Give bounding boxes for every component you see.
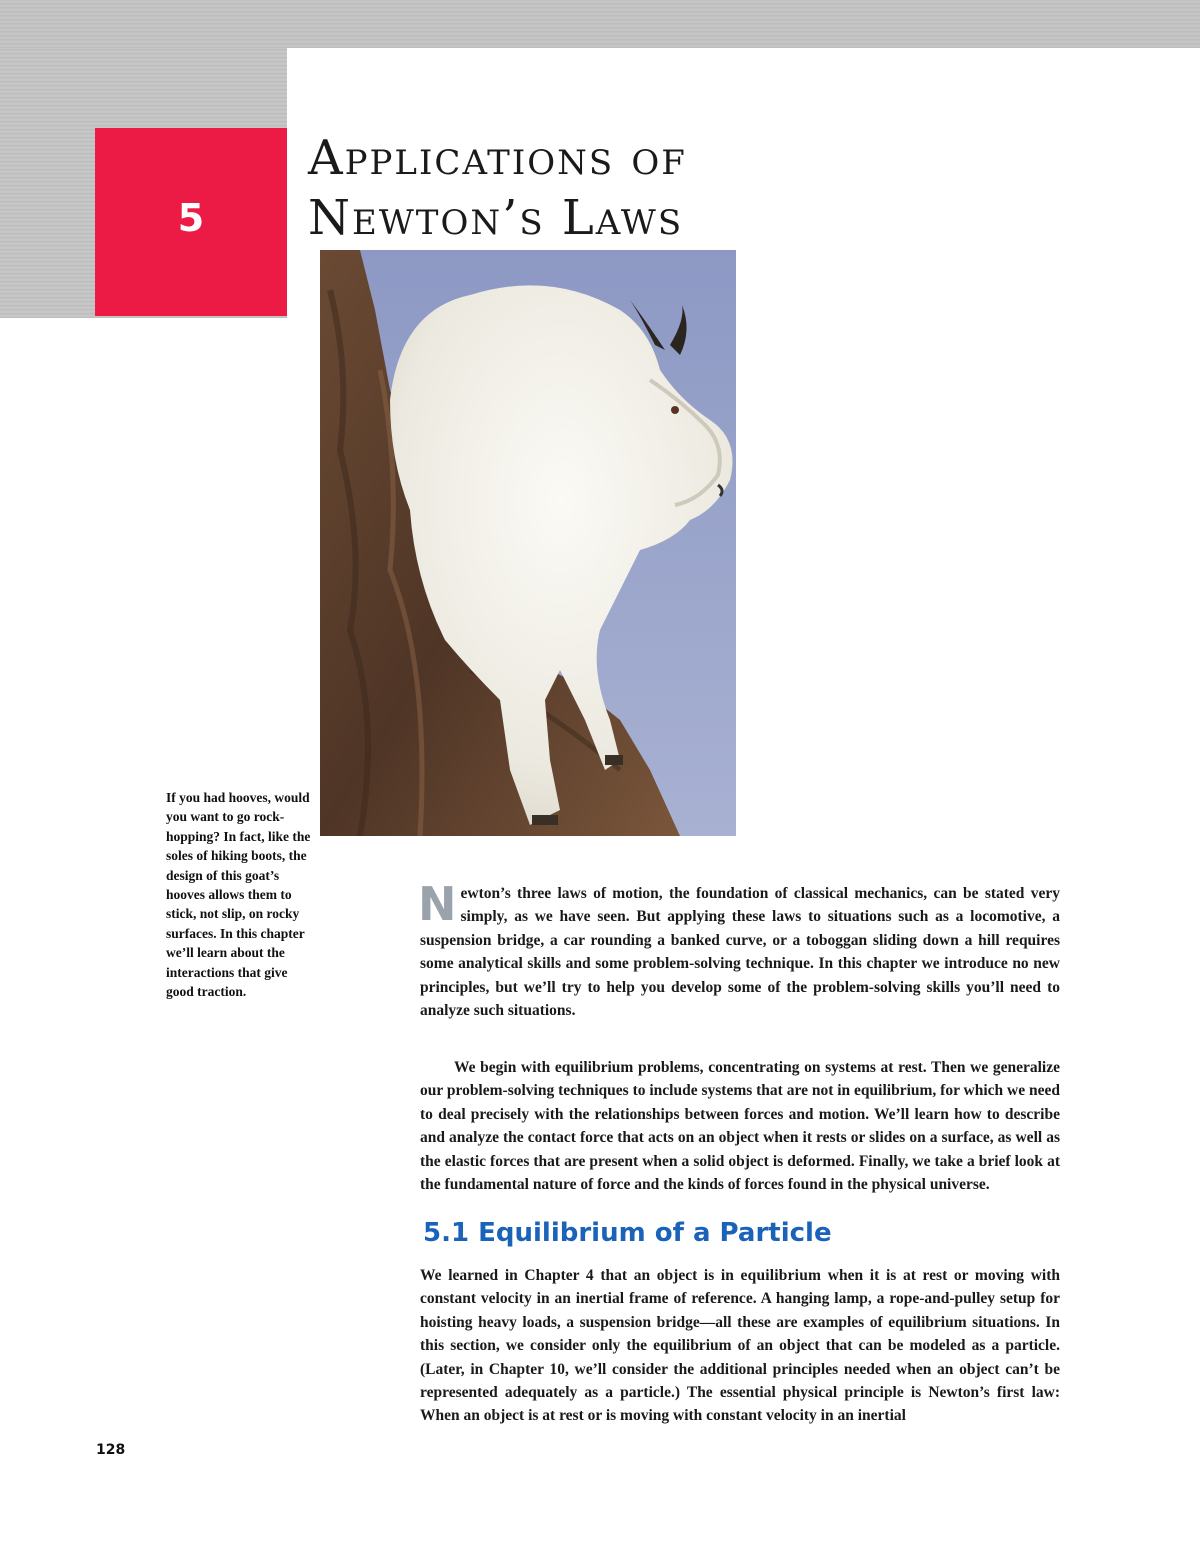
section-heading: 5.1 Equilibrium of a Particle xyxy=(423,1218,832,1248)
drop-cap: N xyxy=(418,877,457,931)
chapter-number: 5 xyxy=(177,196,205,240)
chapter-title xyxy=(308,128,828,248)
photo-caption: If you had hooves, would you want to go rock-hopping? In fact, like the soles of hiking boots, the design of this goat’s hooves allows them to stick, not slip, on rocky surfaces. In this chapter we’ll learn about the interactions that give good traction. xyxy=(166,790,311,1000)
section-paragraph xyxy=(420,1264,1060,1428)
header-band xyxy=(0,0,1200,48)
chapter-title-line-2: Newton’s Laws xyxy=(308,190,684,246)
chapter-title-line-1: Applications of xyxy=(308,130,687,186)
page-number: 128 xyxy=(96,1442,126,1458)
section-paragraph-start: We learned in Chapter 4 that an object is in xyxy=(420,1267,741,1284)
keyword-equilibrium: equilibrium xyxy=(740,1267,822,1284)
intro-paragraph-2: We begin with equilibrium problems, concentrating on systems at rest. Then we generalize our problem-solving techniques to include systems that are not in equilibrium, for which we need to deal precisely with the relationships between forces and motion. We’ll learn how to describe and analyze the contact force that acts on an object when it rests or slides on a surface, as well as the elastic forces that are present when a solid object is deformed. Finally, we take a brief look at the fundamental nature of force and the kinds of forces found in the physical universe. xyxy=(420,1059,1060,1194)
section-paragraph-rest: when it is at rest or moving with constant velocity in an inertial frame of reference. A hanging lamp, a rope-and-pulley setup for hoisting heavy loads, a suspension bridge—all these are examples of equilibrium situations. In this section, we consider only the equilibrium of an object that can be modeled as a particle. (Later, in Chapter 10, we’ll consider the additional principles needed when an object can’t be represented adequately as a particle.) The essential physical principle is Newton’s first law: When an object is at rest or is moving with constant velocity in an inertial xyxy=(420,1267,1060,1425)
mountain-goat-photo xyxy=(320,250,736,836)
chapter-number-box xyxy=(95,128,287,316)
intro-paragraph-1 xyxy=(418,877,1060,1022)
intro-paragraph-1-text: ewton’s three laws of motion, the foundation of classical mechanics, can be stated very simply, as we have seen. But applying these laws to situations such as a locomotive, a suspension bridge, a car rounding a banked curve, or a toboggan sliding down a hill requires some analytical skills and some problem-solving technique. In this chapter we introduce no new principles, but we’ll try to help you develop some of the problem-solving skills you’ll need to analyze such situations. xyxy=(420,885,1060,1020)
